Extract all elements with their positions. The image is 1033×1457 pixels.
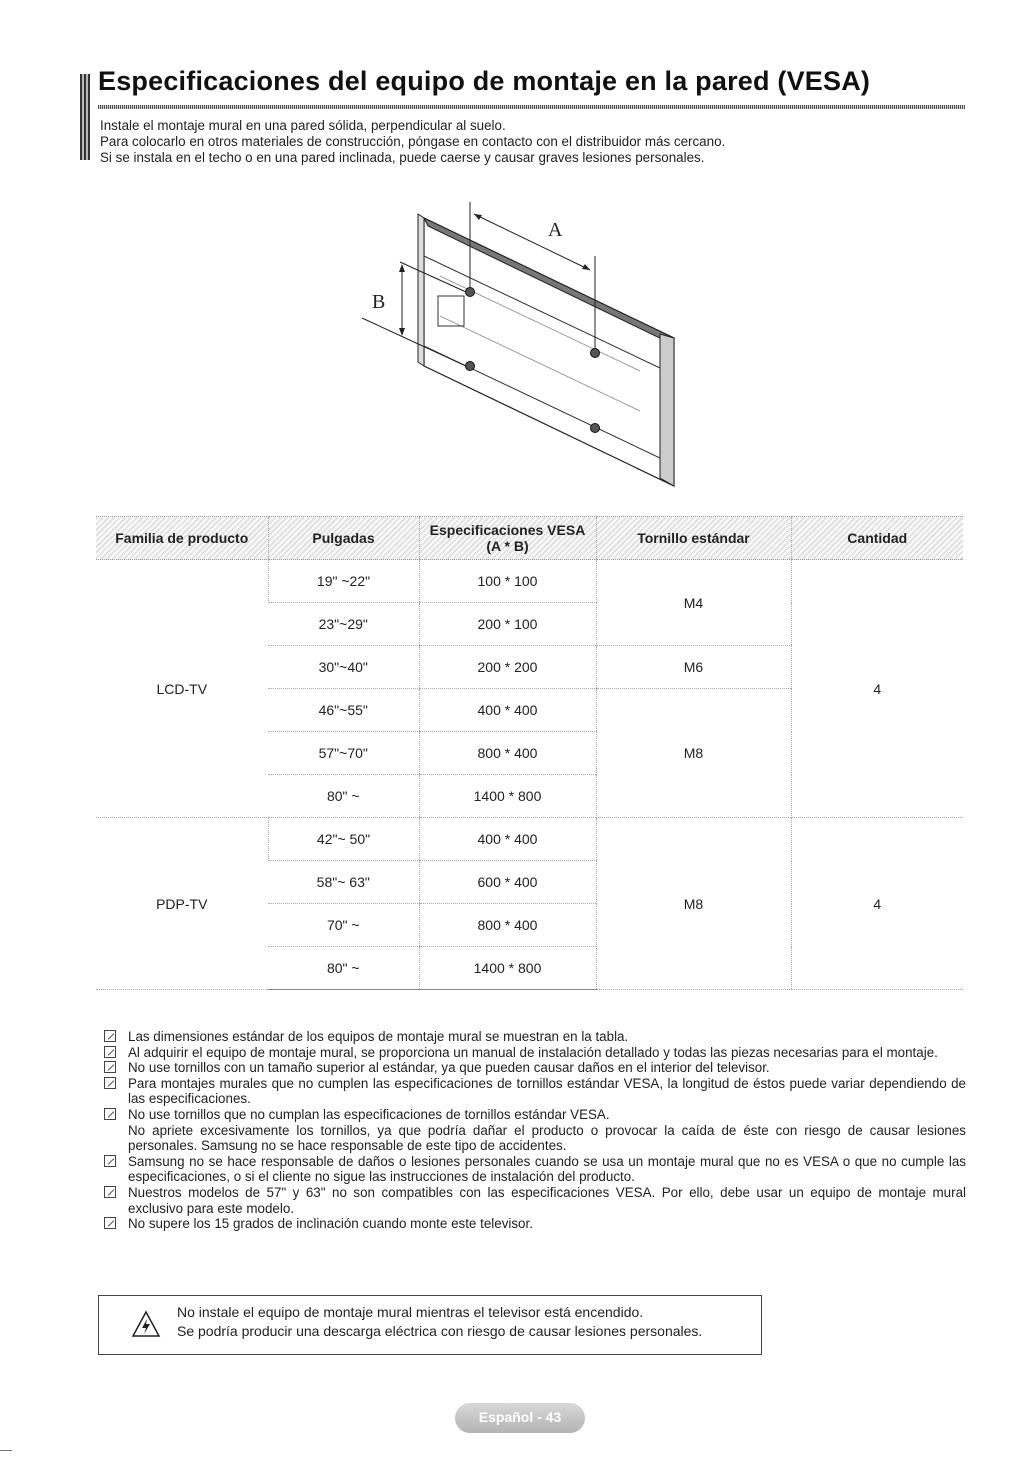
note-text: No use tornillos con un tamaño superior al estándar, ya que pueden causar daños en el interior del televisor. bbox=[128, 1060, 770, 1076]
note-icon bbox=[104, 1108, 116, 1120]
screw-hole-icon bbox=[466, 288, 475, 297]
note-text: Las dimensiones estándar de los equipos de montaje mural se muestran en la tabla. bbox=[128, 1029, 629, 1044]
note-text: Para montajes murales que no cumplen las especificaciones de tornillos estándar VESA, la longitud de éstos puede variar dependiendo de las especificaciones. bbox=[128, 1075, 966, 1107]
vesa-cell: 800 * 400 bbox=[419, 732, 596, 775]
header-vesa-line1: Especificaciones VESA bbox=[429, 522, 586, 538]
dimension-b-label: B bbox=[372, 291, 386, 313]
page-title: Especificaciones del equipo de montaje en la pared (VESA) bbox=[98, 66, 871, 96]
screw-cell: M4 bbox=[596, 560, 791, 646]
qty-cell: 4 bbox=[791, 818, 963, 990]
warning-text bbox=[177, 1303, 702, 1341]
intro-text bbox=[100, 118, 725, 166]
intro-line: Para colocarlo en otros materiales de construcción, póngase en contacto con el distribuidor más cercano. bbox=[100, 134, 726, 149]
warning-shock-icon bbox=[131, 1310, 161, 1338]
note-icon bbox=[104, 1186, 116, 1198]
page-number: Español - 43 bbox=[478, 1409, 562, 1425]
vesa-cell: 1400 * 800 bbox=[419, 775, 596, 818]
note-item bbox=[104, 1029, 966, 1045]
note-icon bbox=[104, 1155, 116, 1167]
note-item bbox=[104, 1185, 966, 1216]
title-accent-bar bbox=[80, 74, 90, 160]
vesa-cell: 100 * 100 bbox=[419, 560, 596, 603]
inches-cell: 70" ~ bbox=[268, 904, 419, 947]
table-row bbox=[96, 560, 963, 603]
intro-line: Instale el montaje mural en una pared sólida, perpendicular al suelo. bbox=[100, 118, 506, 133]
note-icon bbox=[104, 1030, 116, 1042]
table-row bbox=[96, 818, 963, 861]
tv-wall-mount-diagram bbox=[340, 196, 700, 496]
screw-hole-icon bbox=[466, 362, 475, 371]
note-item bbox=[104, 1107, 966, 1154]
warning-line: Se podría producir una descarga eléctrica con riesgo de causar lesiones personales. bbox=[177, 1323, 703, 1339]
vesa-cell: 600 * 400 bbox=[419, 861, 596, 904]
header-family: Familia de producto bbox=[96, 517, 268, 560]
screw-hole-icon bbox=[591, 424, 600, 433]
header-inches: Pulgadas bbox=[268, 517, 419, 560]
notes-list bbox=[104, 1029, 966, 1232]
note-item bbox=[104, 1154, 966, 1185]
inches-cell: 80" ~ bbox=[268, 775, 419, 818]
screw-hole-icon bbox=[591, 349, 600, 358]
warning-box bbox=[98, 1295, 762, 1355]
header-qty: Cantidad bbox=[791, 517, 963, 560]
note-text: Samsung no se hace responsable de daños o lesiones personales cuando se usa un montaje mural que no es VESA o que no cumple las especificaciones, o si el cliente no sigue las instrucciones de instalación del producto. bbox=[128, 1153, 966, 1185]
header-screw: Tornillo estándar bbox=[596, 517, 791, 560]
note-icon bbox=[104, 1046, 116, 1058]
table-header-row bbox=[96, 517, 963, 560]
note-item bbox=[104, 1076, 966, 1107]
intro-line: Si se instala en el techo o en una pared inclinada, puede caerse y causar graves lesiones personales. bbox=[100, 150, 705, 165]
vesa-cell: 800 * 400 bbox=[419, 904, 596, 947]
screw-cell: M8 bbox=[596, 689, 791, 818]
header-vesa-line2: (A * B) bbox=[486, 538, 529, 554]
title-rule bbox=[98, 105, 965, 109]
note-text: No supere los 15 grados de inclinación cuando monte este televisor. bbox=[128, 1216, 533, 1232]
inches-cell: 58"~ 63" bbox=[268, 861, 419, 904]
note-item bbox=[104, 1045, 966, 1061]
note-item bbox=[104, 1060, 966, 1076]
inches-cell: 57"~70" bbox=[268, 732, 419, 775]
note-icon bbox=[104, 1061, 116, 1073]
note-text: No use tornillos que no cumplan las especificaciones de tornillos estándar VESA. No apriete excesivamente los tornillos, ya que podría dañar el producto o provocar la caída de éste con riesgo de causar lesiones personales. Samsung no se hace responsable de este tipo de accidentes. bbox=[128, 1106, 966, 1154]
note-icon bbox=[104, 1077, 116, 1089]
note-icon bbox=[104, 1217, 116, 1229]
note-item bbox=[104, 1216, 966, 1232]
family-cell: PDP-TV bbox=[96, 818, 268, 990]
vesa-cell: 200 * 100 bbox=[419, 603, 596, 646]
qty-cell: 4 bbox=[791, 560, 963, 818]
vesa-cell: 1400 * 800 bbox=[419, 947, 596, 990]
inches-cell: 19" ~22" bbox=[268, 560, 419, 603]
vesa-cell: 200 * 200 bbox=[419, 646, 596, 689]
warning-line: No instale el equipo de montaje mural mientras el televisor está encendido. bbox=[177, 1304, 644, 1320]
page-edge-mark bbox=[0, 1450, 12, 1451]
vesa-spec-table bbox=[96, 516, 963, 990]
note-text: Al adquirir el equipo de montaje mural, se proporciona un manual de instalación detallado y todas las piezas necesarias para el montaje. bbox=[128, 1044, 938, 1060]
header-vesa bbox=[419, 517, 596, 560]
inches-cell: 46"~55" bbox=[268, 689, 419, 732]
screw-cell: M6 bbox=[596, 646, 791, 689]
inches-cell: 42"~ 50" bbox=[268, 818, 419, 861]
vesa-cell: 400 * 400 bbox=[419, 689, 596, 732]
inches-cell: 80" ~ bbox=[268, 947, 419, 990]
family-cell: LCD-TV bbox=[96, 560, 268, 818]
vesa-cell: 400 * 400 bbox=[419, 818, 596, 861]
inches-cell: 30"~40" bbox=[268, 646, 419, 689]
screw-cell: M8 bbox=[596, 818, 791, 990]
dimension-a-label: A bbox=[548, 219, 563, 241]
inches-cell: 23"~29" bbox=[268, 603, 419, 646]
note-text: Nuestros modelos de 57" y 63" no son compatibles con las especificaciones VESA. Por ello, debe usar un equipo de montaje mural exclusivo para este modelo. bbox=[128, 1184, 966, 1216]
